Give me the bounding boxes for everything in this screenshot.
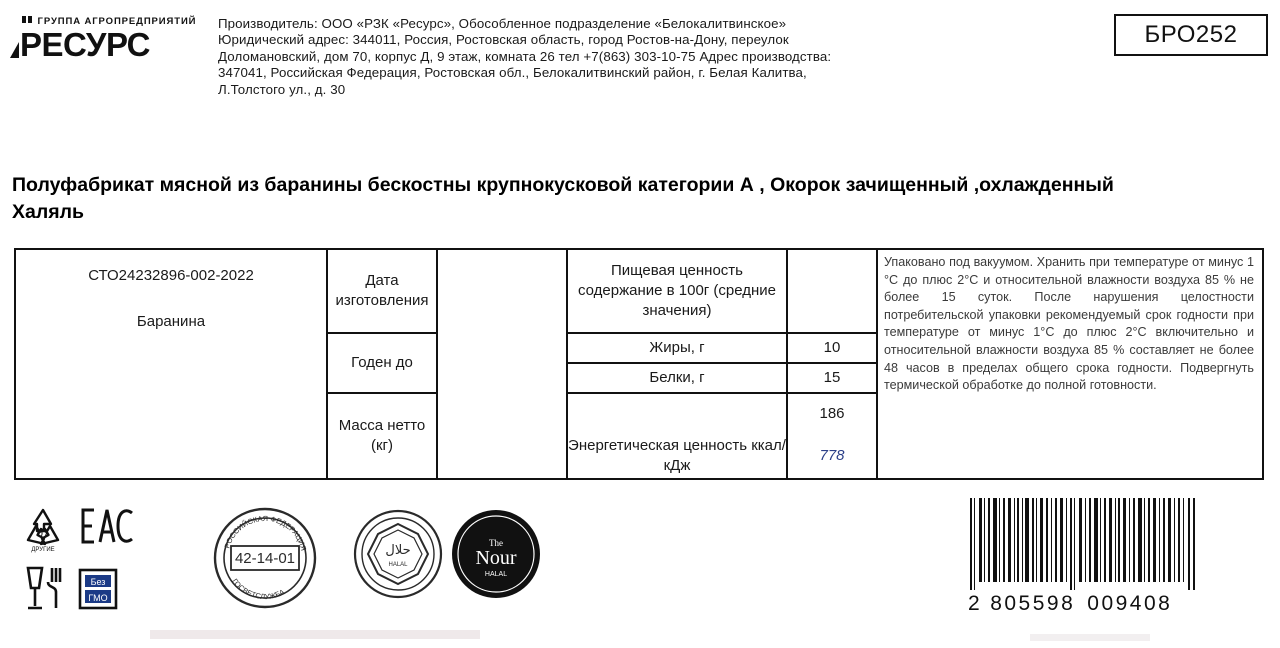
manufacturer-line: Доломановский, дом 70, корпус Д, 9 этаж, комната 26 тел +7(863) 303-10-75 Адрес производства: <box>218 48 832 64</box>
marks-row <box>16 500 576 620</box>
svg-text:HALAL: HALAL <box>484 571 508 578</box>
net-mass-label-cell: Масса нетто (кг) <box>326 394 436 478</box>
barcode-lead-digit: 2 <box>968 592 983 615</box>
svg-text:Nour: Nour <box>475 547 517 569</box>
storage-text-cell: Упаковано под вакуумом. Хранить при температуре от минус 1 °С до плюс 2°С и относительной влажности воздуха 85 % не более 15 суток. После нарушения целостности потребительской упаковки рекомендуемый срок годности при температуре от минус 1°С до плюс 2°С включительно и относительной влажности воздуха 85 % составляет не более 48 часов в пределах общего срока годности. Подвергнуть термической обработке до полной готовности. <box>876 250 1262 478</box>
energy-kcal-cell: 186 <box>786 394 876 434</box>
protein-label-cell: Белки, г <box>566 364 786 394</box>
svg-text:HALAL: HALAL <box>388 562 408 568</box>
manufacturer-line: Производитель: ООО «РЗК «Ресурс», Обособленное подразделение «Белокалитвинское» <box>218 16 787 31</box>
net-mass-value-cell <box>436 394 566 478</box>
nutrition-unit-cell <box>786 250 876 334</box>
scan-artifact <box>1030 634 1150 641</box>
nutrition-header-cell: Пищевая ценность содержание в 100г (средние значения) <box>566 250 786 334</box>
recycle-icon <box>20 504 66 559</box>
energy-kj-cell: 778 <box>786 434 876 478</box>
nutrition-blank-cell <box>566 394 786 434</box>
meat-kind-cell: Баранина <box>136 313 206 330</box>
svg-text:РОССИЙСКАЯ ФЕДЕРАЦИЯ: РОССИЙСКАЯ ФЕДЕРАЦИЯ <box>222 513 309 552</box>
label-header <box>10 14 1270 98</box>
veterinary-stamp-icon <box>206 502 324 619</box>
brand-name: РЕСУРС <box>10 28 218 61</box>
barcode-digits <box>968 592 1206 616</box>
svg-text:42-14-01: 42-14-01 <box>234 550 296 567</box>
fat-label-cell: Жиры, г <box>566 334 786 364</box>
svg-text:حلال: حلال <box>385 543 411 558</box>
manufacturer-line: 347041, Российская Федерация, Ростовская обл., Белокалитвинский район, г. Белая Калитва, <box>218 65 807 81</box>
svg-text:The: The <box>489 538 503 548</box>
best-before-value-cell <box>436 334 566 394</box>
logo-square-icon <box>22 16 26 23</box>
halal-black-stamp-icon <box>448 506 544 607</box>
svg-text:ГМО: ГМО <box>88 593 108 603</box>
manufacturer-block <box>218 14 1270 98</box>
logo-wedge-icon <box>10 42 19 58</box>
eac-mark-icon <box>78 506 136 551</box>
energy-label-cell: Энергетическая ценность ккал/кДж <box>566 434 786 478</box>
manufacturer-line: Юридический адрес: 344011, Россия, Ростовская область, город Ростов-на-Дону, переулок <box>218 32 789 48</box>
scan-artifact <box>150 630 480 639</box>
page-title: Полуфабрикат мясной из баранины бескостны крупнокусковой категории А , Окорок зачищенный ,охлажденный Халяль <box>12 174 1114 223</box>
svg-text:Без: Без <box>90 577 106 587</box>
svg-text:ГОСВЕТСЛУЖБА: ГОСВЕТСЛУЖБА <box>230 576 286 602</box>
logo-square-icon <box>28 16 32 23</box>
glass-and-fork-icon <box>22 562 66 617</box>
best-before-label-cell: Годен до <box>326 334 436 394</box>
barcode-group-1: 805598 <box>990 592 1076 615</box>
brand-tagline: ГРУППА АГРОПРЕДПРИЯТИЙ <box>22 16 218 27</box>
standard-cell: СТО24232896-002-2022 <box>88 267 254 284</box>
date-value-cell <box>436 250 566 334</box>
svg-text:07: 07 <box>36 528 50 540</box>
protein-value-cell: 15 <box>786 364 876 394</box>
info-table <box>14 248 1264 480</box>
manufacturer-line: Л.Толстого ул., д. 30 <box>218 81 346 97</box>
halal-stamp-icon <box>350 504 446 609</box>
barcode-group-2: 009408 <box>1087 592 1173 615</box>
date-label-cell: Дата изготовления <box>326 250 436 334</box>
non-gmo-icon <box>76 566 120 617</box>
brand-logo <box>10 14 218 61</box>
barcode <box>968 498 1206 616</box>
product-code-box: БРО252 <box>1114 14 1268 56</box>
fat-value-cell: 10 <box>786 334 876 364</box>
barcode-bars <box>968 498 1200 590</box>
svg-text:ДРУГИЕ: ДРУГИЕ <box>31 547 55 553</box>
